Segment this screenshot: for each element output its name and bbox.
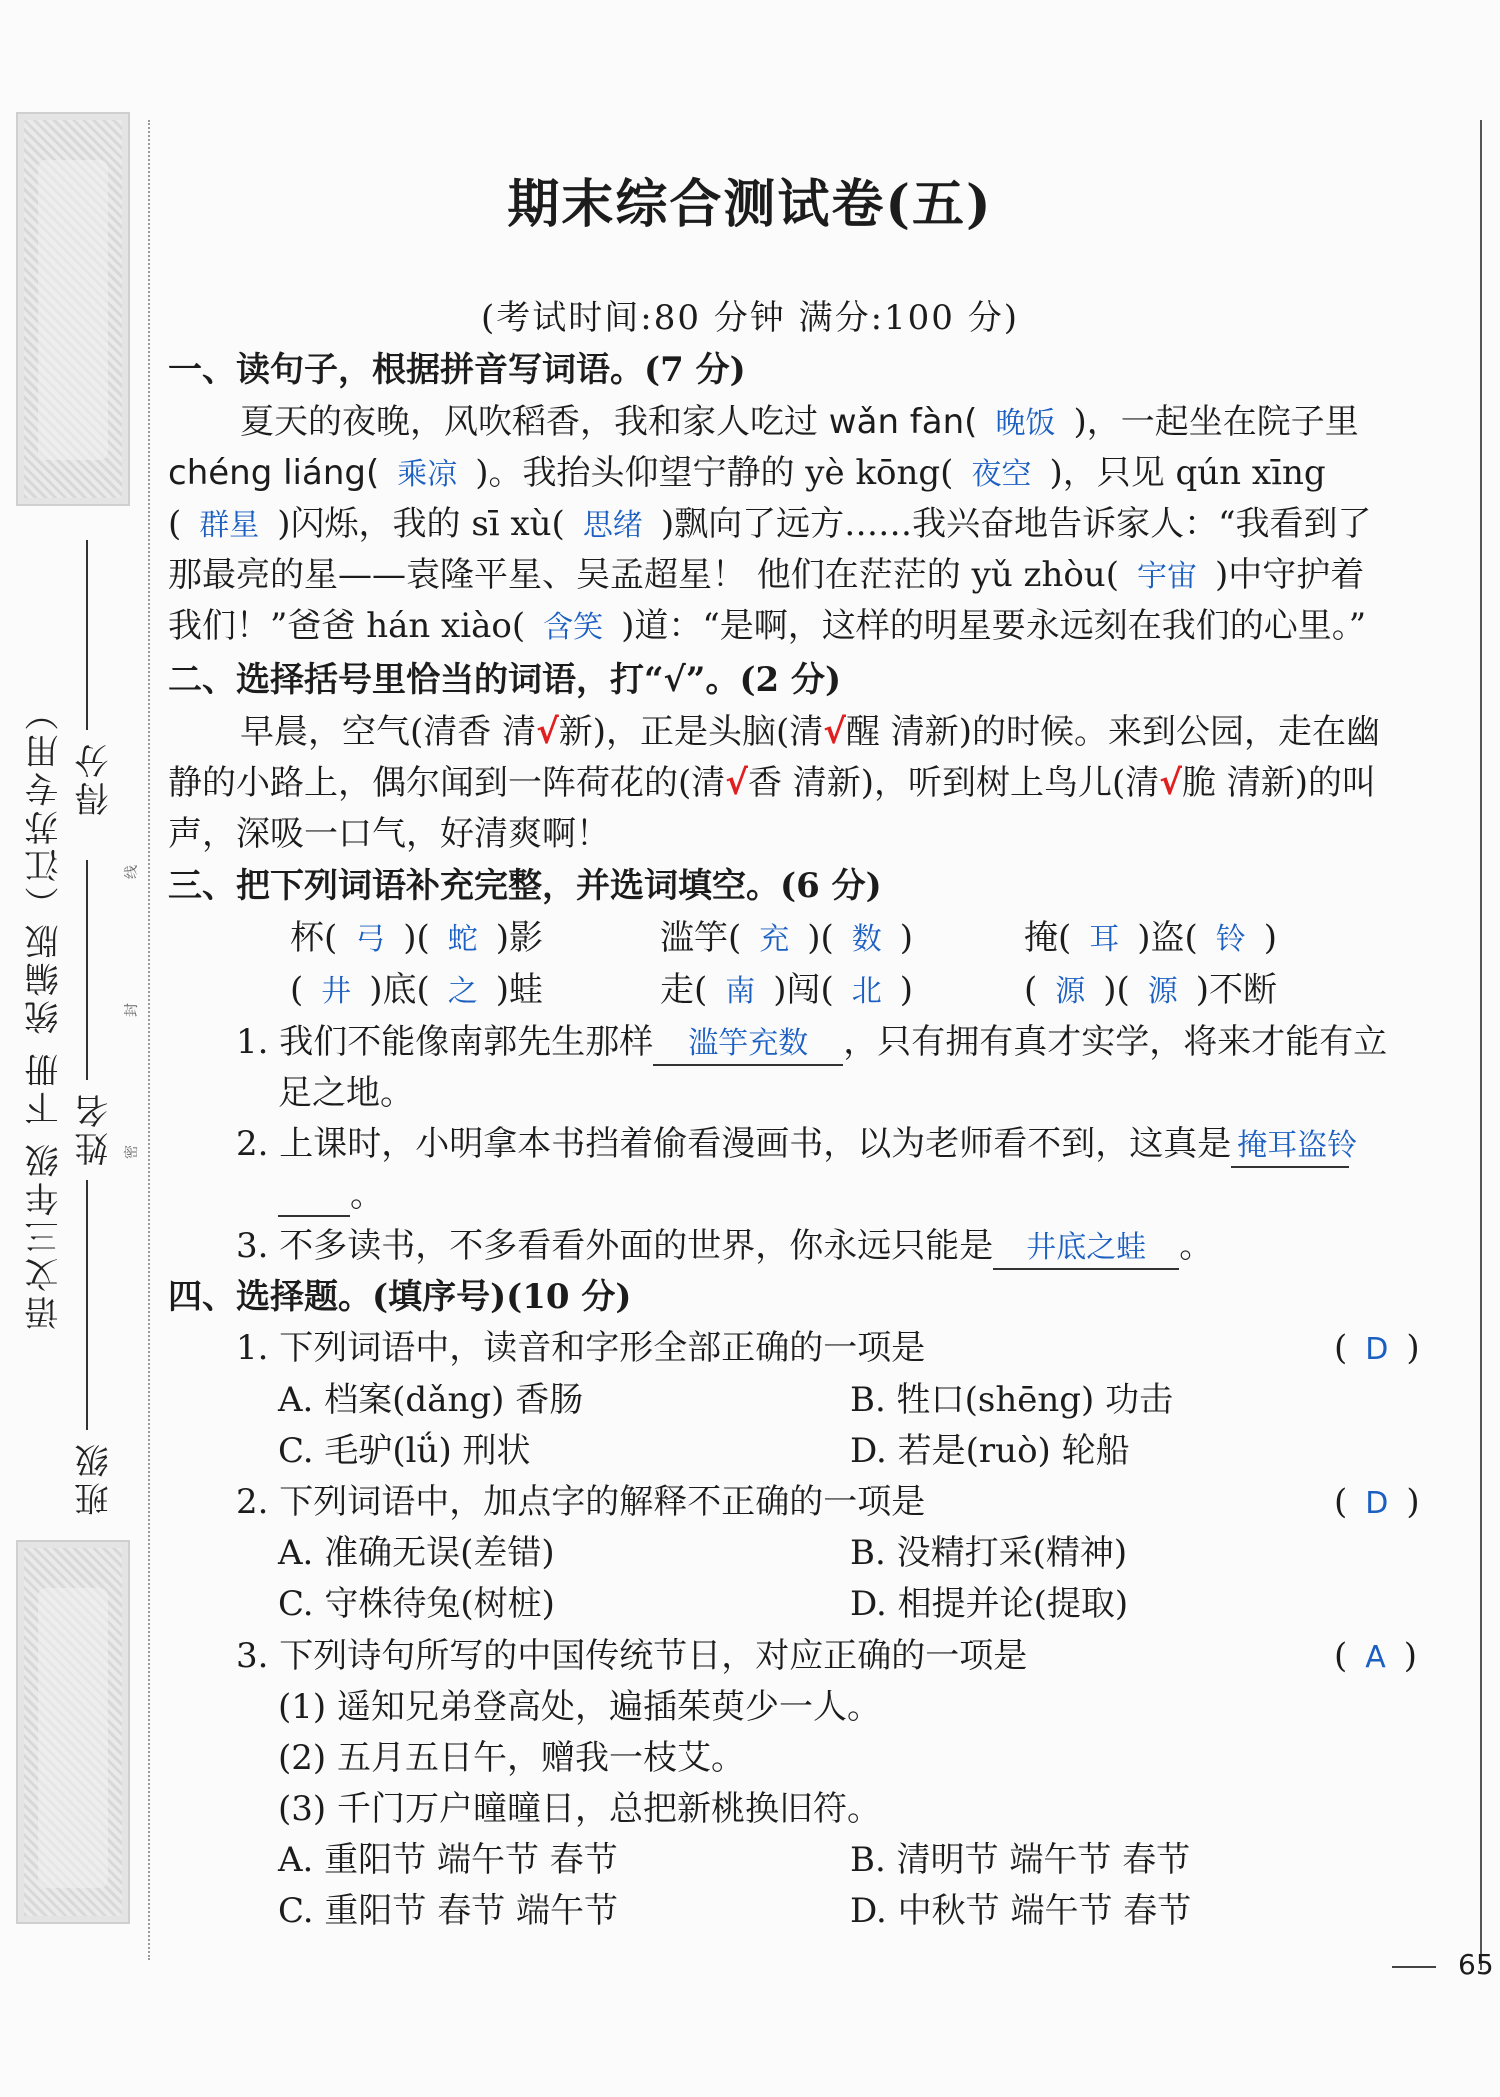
s3-question-1-cont: 足之地。	[278, 1073, 414, 1113]
s4-q1-option-c: C. 毛驴(lǘ) 刑状	[278, 1431, 531, 1471]
s4-q3-poem-2: (2) 五月五日午，赠我一枝艾。	[278, 1738, 745, 1778]
idiom-yanerdaoling: 掩( 耳 )盗( 铃 )	[1024, 918, 1278, 958]
s1-line-2: chéng liáng( 乘凉 )。我抬头仰望宁静的 yè kōng( 夜空 )，只见 qún xīng	[168, 453, 1326, 493]
s4-q2-option-c: C. 守株待兔(树桩)	[278, 1584, 555, 1624]
score-label: 得分	[75, 740, 115, 816]
answer-sixu: 思绪	[582, 508, 643, 543]
seal-mi: 密	[124, 1145, 140, 1159]
answer-wanfan: 晚饭	[995, 406, 1056, 441]
s4-q3-option-a: A. 重阳节 端午节 春节	[278, 1840, 618, 1880]
s4-q1-answer-box: ( D )	[1334, 1328, 1420, 1368]
s4-q1-option-a: A. 档案(dǎng) 香肠	[278, 1380, 584, 1420]
answer-fill-1: 滥竽充数	[688, 1026, 809, 1061]
s3-question-1: 1. 我们不能像南郭先生那样 滥竽充数 ，只有拥有真才实学，将来才能有立	[236, 1022, 1387, 1066]
right-margin-line	[1480, 120, 1482, 1970]
seal-xian: 线	[124, 865, 140, 879]
s4-q3-answer-box: ( A )	[1334, 1636, 1418, 1676]
s1-line-5: 我们！”爸爸 hán xiào( 含笑 )道：“是啊，这样的明星要永远刻在我们的心里。”	[168, 606, 1367, 646]
class-label: 班级	[75, 1440, 115, 1516]
name-blank	[86, 860, 88, 1080]
s4-q3-option-d: D. 中秋节 端午节 春节	[850, 1891, 1192, 1931]
decorative-strip-bottom	[16, 1540, 130, 1924]
s4-q3-option-b: B. 清明节 端午节 春节	[850, 1840, 1191, 1880]
s4-q1-option-d: D. 若是(ruò) 轮船	[850, 1431, 1130, 1471]
idiom-zounanchuangbei: 走( 南 )闯( 北 )	[660, 970, 914, 1010]
idiom-jingdizhiwa: ( 井 )底( 之 )蛙	[290, 970, 544, 1010]
s4-q2-answer-box: ( D )	[1334, 1482, 1420, 1522]
s3-question-2-cont: 。	[278, 1175, 384, 1217]
s4-q1-option-b: B. 牲口(shēng) 功击	[850, 1380, 1174, 1420]
class-blank	[86, 1180, 88, 1430]
idiom-lanyuchongshu: 滥竽( 充 )( 数 )	[660, 918, 914, 958]
section-2-heading: 二、选择括号里恰当的词语，打“√”。(2 分)	[168, 660, 842, 700]
answer-fill-3: 井底之蛙	[1026, 1230, 1147, 1265]
answer-choice-3: A	[1365, 1640, 1386, 1675]
s4-q3-option-c: C. 重阳节 春节 端午节	[278, 1891, 619, 1931]
s4-q1-stem: 1. 下列词语中，读音和字形全部正确的一项是	[236, 1328, 926, 1368]
answer-chengliang: 乘凉	[397, 457, 458, 492]
s1-line-4: 那最亮的星——袁隆平星、吴孟超星！ 他们在茫茫的 yǔ zhòu( 宇宙 )中守护着	[168, 555, 1365, 595]
page-title: 期末综合测试卷(五)	[507, 174, 993, 235]
s2-line-1: 早晨，空气(清香 清√新)，正是头脑(清√醒 清新)的时候。来到公园，走在幽	[240, 712, 1381, 752]
idiom-beigongsheying: 杯( 弓 )( 蛇 )影	[290, 918, 544, 958]
seal-feng: 封	[124, 1003, 140, 1017]
check-mark: √	[823, 712, 846, 752]
s4-q3-stem: 3. 下列诗句所写的中国传统节日，对应正确的一项是	[236, 1636, 1028, 1676]
section-1-heading: 一、读句子，根据拼音写词语。(7 分)	[168, 350, 746, 390]
answer-yekong: 夜空	[971, 457, 1032, 492]
s4-q2-option-a: A. 准确无误(差错)	[278, 1533, 555, 1573]
exam-info: (考试时间:80 分钟 满分:100 分)	[480, 298, 1020, 338]
s3-question-2: 2. 上课时，小明拿本书挡着偷看漫画书，以为老师看不到，这真是 掩耳盗铃	[236, 1124, 1349, 1168]
answer-qunxing: 群星	[199, 508, 260, 543]
answer-hanxiao: 含笑	[543, 610, 604, 645]
s4-q3-poem-1: (1) 遥知兄弟登高处，遍插茱萸少一人。	[278, 1687, 881, 1727]
book-label: 语文三年级 下册 统编版（江苏专用）	[25, 692, 65, 1330]
s1-line-3: ( 群星 )闪烁，我的 sī xù( 思绪 )飘向了远方……我兴奋地告诉家人：“我看到了	[168, 504, 1372, 544]
score-blank	[86, 540, 88, 730]
s4-q2-stem: 2. 下列词语中，加点字的解释不正确的一项是	[236, 1482, 926, 1522]
section-3-heading: 三、把下列词语补充完整，并选词填空。(6 分)	[168, 866, 882, 906]
s4-q3-poem-3: (3) 千门万户曈曈日，总把新桃换旧符。	[278, 1789, 881, 1829]
answer-choice-1: D	[1365, 1332, 1389, 1367]
idiom-yuanyuanbuduan: ( 源 )( 源 )不断	[1024, 970, 1278, 1010]
s4-q2-option-b: B. 没精打采(精神)	[850, 1533, 1128, 1573]
answer-choice-2: D	[1365, 1486, 1389, 1521]
page-number: 65	[1458, 1948, 1494, 1981]
name-label: 姓名	[75, 1090, 115, 1166]
check-mark: √	[1159, 763, 1182, 803]
check-mark: √	[536, 712, 559, 752]
s2-line-2: 静的小路上，偶尔闻到一阵荷花的(清√香 清新)，听到树上鸟儿(清√脆 清新)的叫	[168, 763, 1377, 803]
s2-line-3: 声，深吸一口气，好清爽啊！	[168, 814, 610, 854]
binding-dotted-line	[148, 120, 150, 1960]
s4-q2-option-d: D. 相提并论(提取)	[850, 1584, 1129, 1624]
answer-yuzhou: 宇宙	[1136, 559, 1197, 594]
check-mark: √	[725, 763, 748, 803]
answer-fill-2: 掩耳盗铃	[1237, 1128, 1358, 1163]
page-number-dash	[1392, 1966, 1436, 1968]
section-4-heading: 四、选择题。(填序号)(10 分)	[168, 1277, 632, 1317]
s3-question-3: 3. 不多读书，不多看看外面的世界，你永远只能是 井底之蛙 。	[236, 1226, 1213, 1270]
s1-line-1: 夏天的夜晚，风吹稻香，我和家人吃过 wǎn fàn( 晚饭 )，一起坐在院子里	[240, 402, 1359, 442]
